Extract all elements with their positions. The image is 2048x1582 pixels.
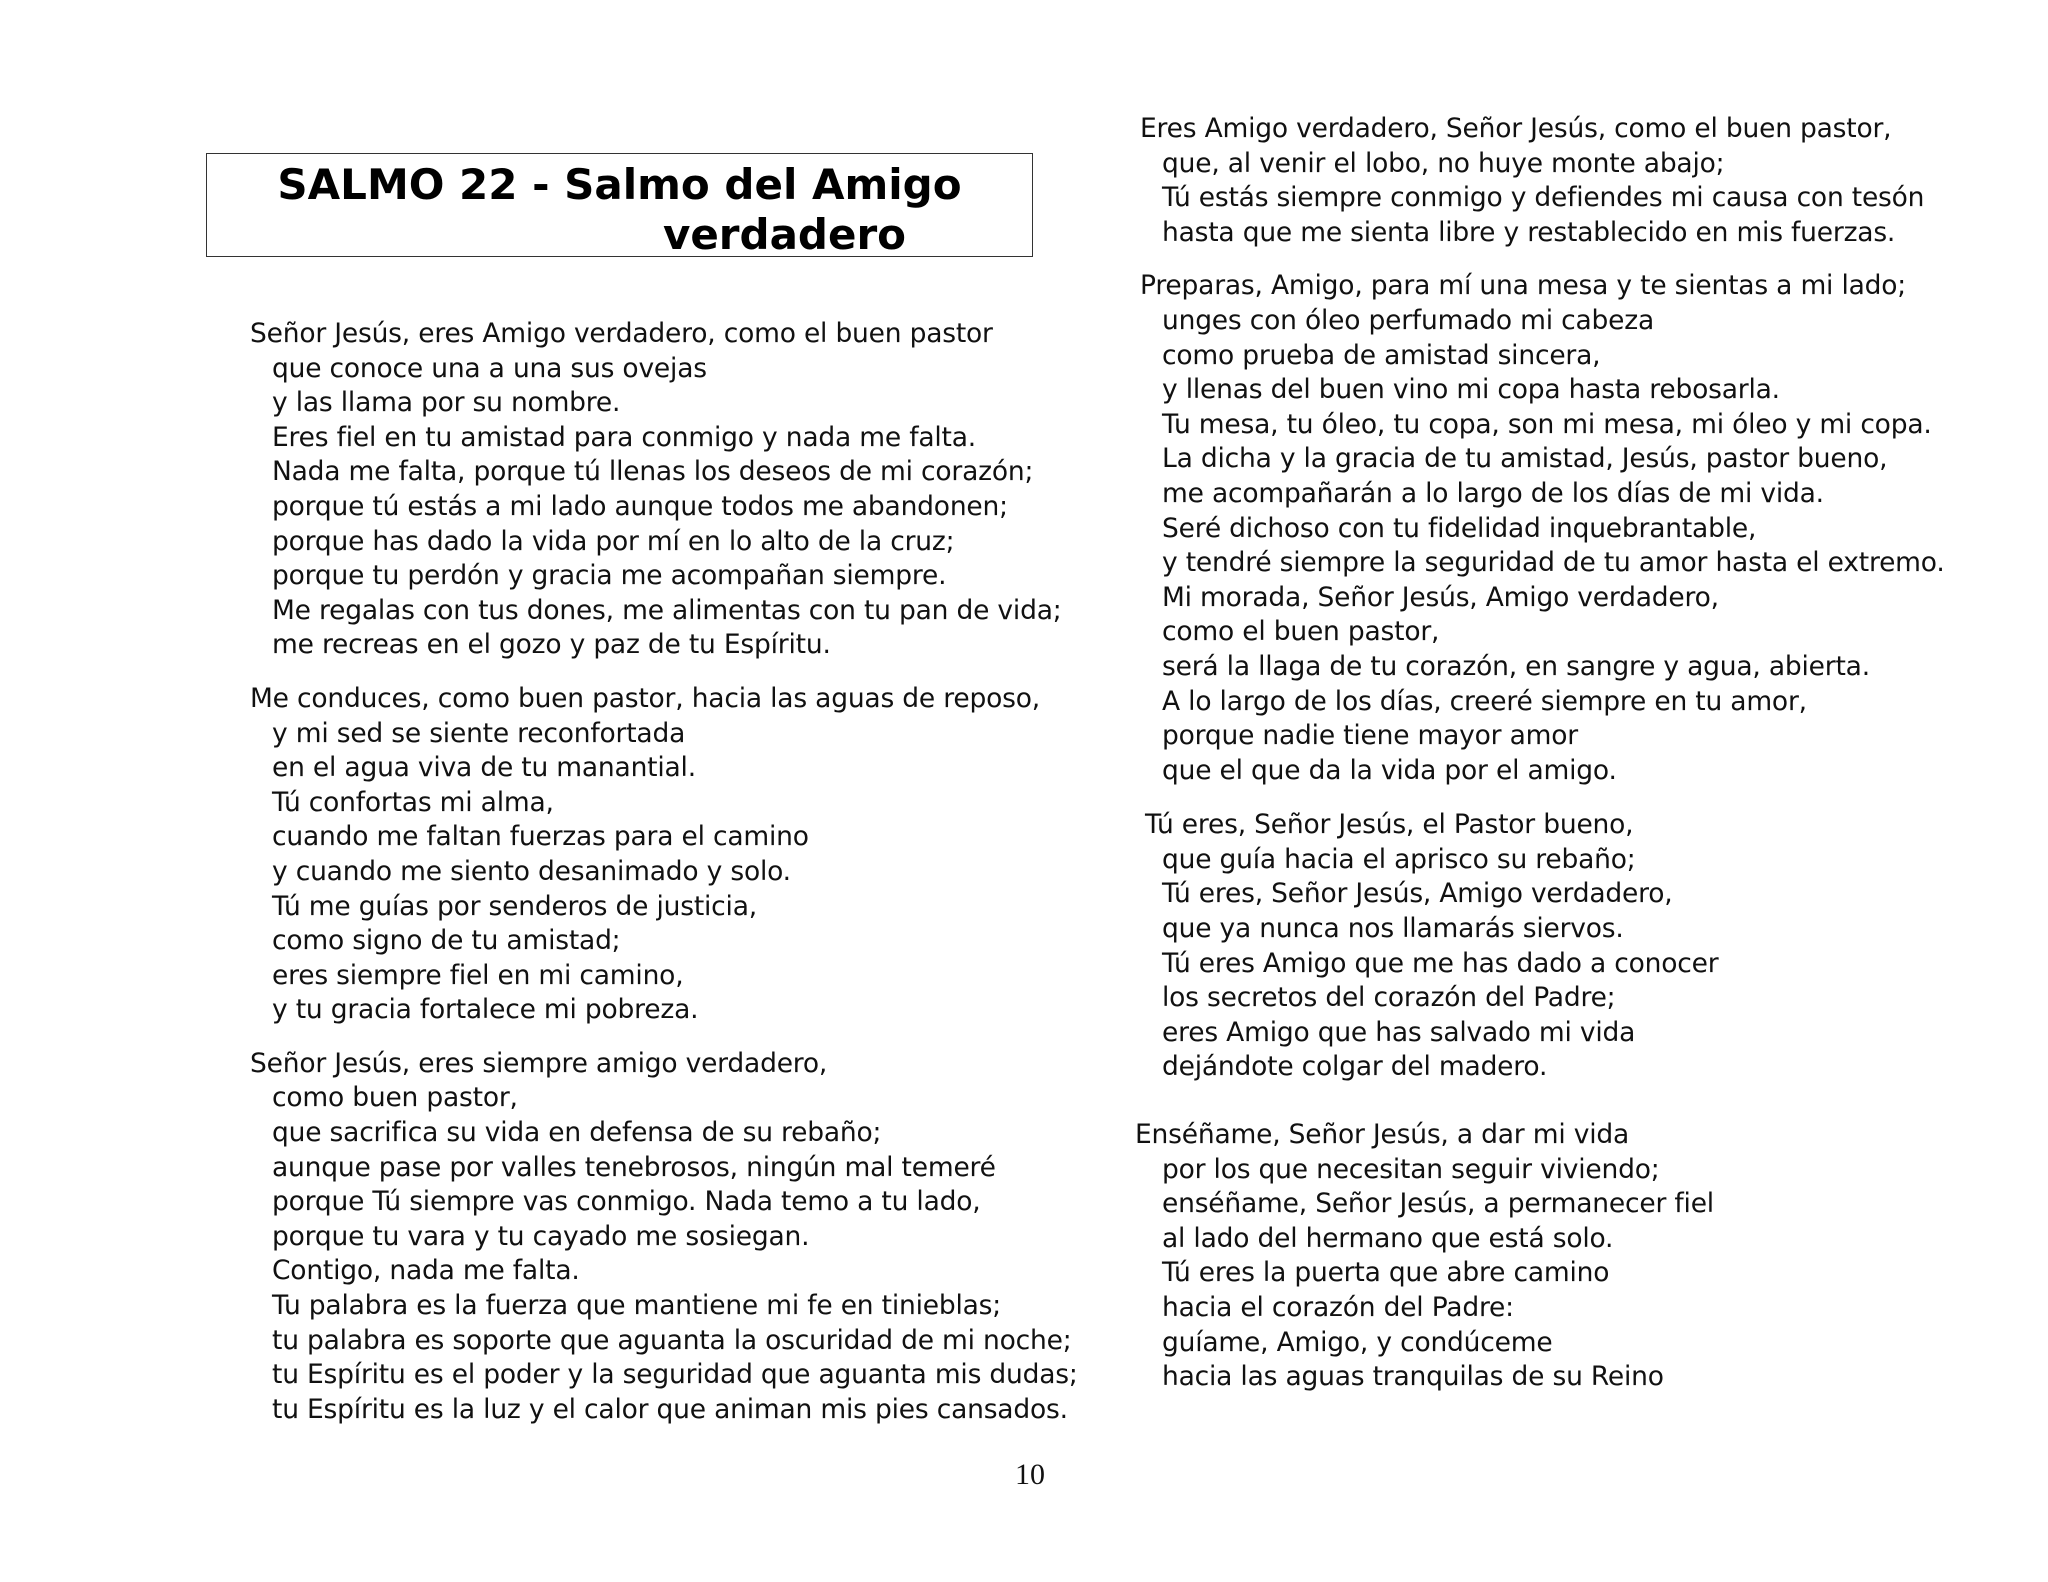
- verse-line: Tú eres, Señor Jesús, el Pastor bueno,: [1145, 809, 1634, 841]
- verse-line: tu Espíritu es el poder y la seguridad que aguanta mis dudas;: [272, 1359, 1078, 1391]
- verse-line: Contigo, nada me falta.: [272, 1255, 580, 1287]
- left-text-column: [250, 317, 1078, 1427]
- stanza: [1140, 112, 2020, 250]
- psalm-title-box: [206, 153, 1033, 257]
- verse-line: y tendré siempre la seguridad de tu amor hasta el extremo.: [1162, 547, 1945, 579]
- verse-line: Tú eres, Señor Jesús, Amigo verdadero,: [1162, 878, 1673, 910]
- verse-line: porque has dado la vida por mí en lo alto de la cruz;: [272, 525, 955, 557]
- verse-line: que sacrifica su vida en defensa de su rebaño;: [272, 1117, 882, 1149]
- verse-line: cuando me faltan fuerzas para el camino: [272, 821, 809, 853]
- verse-line: La dicha y la gracia de tu amistad, Jesús, pastor bueno,: [1162, 443, 1888, 475]
- verse-line: como signo de tu amistad;: [272, 925, 621, 957]
- verse-line: y tu gracia fortalece mi pobreza.: [272, 994, 699, 1026]
- verse-line: hacia el corazón del Padre:: [1162, 1292, 1514, 1323]
- verse-line: Señor Jesús, eres siempre amigo verdadero,: [250, 1047, 828, 1079]
- verse-line: y llenas del buen vino mi copa hasta rebosarla.: [1162, 374, 1780, 406]
- verse-line: porque tu vara y tu cayado me sosiegan.: [272, 1220, 810, 1252]
- stanza: [250, 1047, 1078, 1428]
- verse-line: Nada me falta, porque tú llenas los deseos de mi corazón;: [272, 456, 1034, 488]
- verse-line: por los que necesitan seguir viviendo;: [1162, 1153, 1660, 1185]
- verse-line: que, al venir el lobo, no huye monte abajo;: [1162, 147, 1725, 179]
- verse-line: Me regalas con tus dones, me alimentas con tu pan de vida;: [272, 594, 1062, 626]
- verse-line: Preparas, Amigo, para mí una mesa y te sientas a mi lado;: [1140, 270, 1907, 302]
- verse-line: Tú eres la puerta que abre camino: [1162, 1257, 1610, 1289]
- verse-line: como el buen pastor,: [1162, 616, 1440, 648]
- verse-line: porque tú estás a mi lado aunque todos me abandonen;: [272, 490, 1008, 522]
- verse-line: hasta que me sienta libre y restablecido en mis fuerzas.: [1162, 216, 1896, 248]
- verse-line: me recreas en el gozo y paz de tu Espíritu.: [272, 629, 831, 661]
- verse-line: en el agua viva de tu manantial.: [272, 752, 696, 784]
- verse-line: Tu palabra es la fuerza que mantiene mi fe en tinieblas;: [272, 1290, 1002, 1322]
- verse-line: tu palabra es soporte que aguanta la oscuridad de mi noche;: [272, 1324, 1072, 1356]
- verse-line: hacia las aguas tranquilas de su Reino: [1162, 1361, 1664, 1393]
- verse-line: los secretos del corazón del Padre;: [1162, 982, 1616, 1014]
- verse-line: porque nadie tiene mayor amor: [1162, 720, 1578, 752]
- psalm-title-line-1: SALMO 22 - Salmo del Amigo: [277, 160, 962, 209]
- verse-line: Tú me guías por senderos de justicia,: [272, 890, 757, 922]
- verse-line: Mi morada, Señor Jesús, Amigo verdadero,: [1162, 581, 1719, 613]
- verse-line: guíame, Amigo, y condúceme: [1162, 1326, 1553, 1358]
- verse-line: y las llama por su nombre.: [272, 387, 621, 419]
- verse-line: que conoce una a una sus ovejas: [272, 352, 707, 384]
- stanza: [250, 682, 1070, 1028]
- verse-line: que guía hacia el aprisco su rebaño;: [1162, 843, 1636, 875]
- verse-line: Eres fiel en tu amistad para conmigo y nada me falta.: [272, 421, 976, 453]
- right-text-column: [1135, 112, 2020, 1395]
- stanza: [1135, 1118, 2020, 1395]
- verse-line: me acompañarán a lo largo de los días de mi vida.: [1162, 477, 1824, 509]
- verse-line: Me conduces, como buen pastor, hacia las aguas de reposo,: [250, 682, 1040, 714]
- verse-line: Tú eres Amigo que me has dado a conocer: [1162, 947, 1719, 979]
- verse-line: como prueba de amistad sincera,: [1162, 339, 1601, 371]
- stanza: [1140, 269, 2020, 788]
- verse-line: como buen pastor,: [272, 1082, 518, 1114]
- verse-line: porque tu perdón y gracia me acompañan siempre.: [272, 560, 947, 592]
- verse-line: Seré dichoso con tu fidelidad inquebrantable,: [1162, 512, 1757, 544]
- stanza: [1140, 808, 2020, 1085]
- verse-line: Tú confortas mi alma,: [272, 786, 554, 818]
- verse-line: enséñame, Señor Jesús, a permanecer fiel: [1162, 1188, 1714, 1220]
- page-number: 10: [1015, 1458, 1045, 1491]
- verse-line: Tu mesa, tu óleo, tu copa, son mi mesa, mi óleo y mi copa.: [1162, 408, 1932, 440]
- verse-line: porque Tú siempre vas conmigo. Nada temo a tu lado,: [272, 1186, 981, 1218]
- verse-line: tu Espíritu es la luz y el calor que animan mis pies cansados.: [272, 1393, 1068, 1425]
- verse-line: al lado del hermano que está solo.: [1162, 1222, 1614, 1254]
- verse-line: dejándote colgar del madero.: [1162, 1051, 1548, 1083]
- verse-line: que ya nunca nos llamarás siervos.: [1162, 913, 1624, 945]
- verse-line: y cuando me siento desanimado y solo.: [272, 855, 791, 887]
- verse-line: que el que da la vida por el amigo.: [1162, 754, 1617, 786]
- psalm-title-line-2: verdadero: [662, 210, 907, 259]
- verse-line: eres siempre fiel en mi camino,: [272, 959, 684, 991]
- stanza: [250, 317, 1070, 663]
- verse-line: Señor Jesús, eres Amigo verdadero, como el buen pastor: [250, 318, 993, 349]
- verse-line: Tú estás siempre conmigo y defiendes mi causa con tesón: [1162, 182, 1925, 214]
- verse-line: unges con óleo perfumado mi cabeza: [1162, 304, 1655, 336]
- verse-line: eres Amigo que has salvado mi vida: [1162, 1016, 1636, 1048]
- verse-line: será la llaga de tu corazón, en sangre y agua, abierta.: [1162, 650, 1870, 682]
- verse-line: aunque pase por valles tenebrosos, ningún mal temeré: [272, 1151, 996, 1183]
- verse-line: Enséñame, Señor Jesús, a dar mi vida: [1135, 1119, 1630, 1151]
- verse-line: A lo largo de los días, creeré siempre en tu amor,: [1162, 685, 1807, 717]
- verse-line: y mi sed se siente reconfortada: [272, 717, 686, 749]
- verse-line: Eres Amigo verdadero, Señor Jesús, como el buen pastor,: [1140, 113, 1892, 144]
